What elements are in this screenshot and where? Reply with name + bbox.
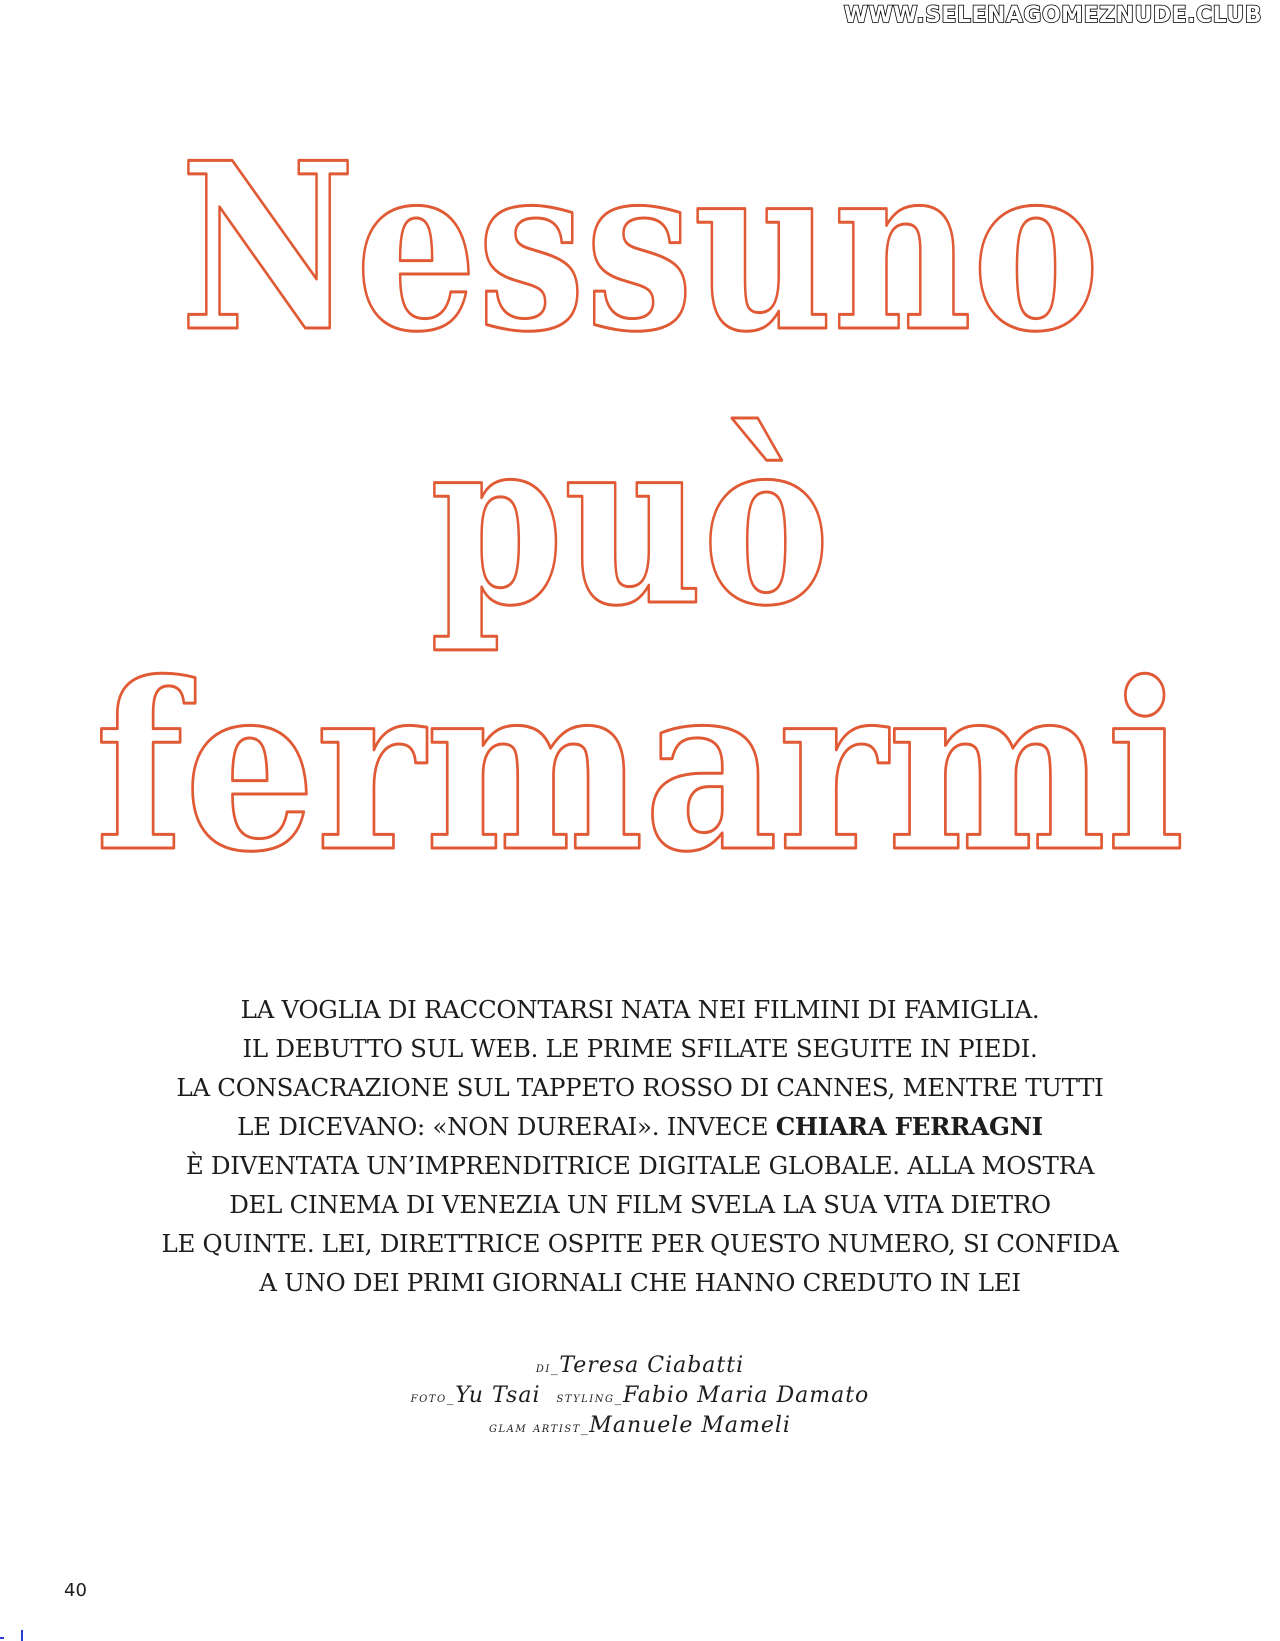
crop-mark <box>0 1637 4 1639</box>
headline <box>0 130 1280 910</box>
credit-name: Teresa Ciabatti <box>559 1353 745 1378</box>
headline-line-3: fermarmi <box>95 633 1185 903</box>
credit-role: foto_ <box>410 1390 456 1406</box>
crop-mark <box>21 1630 23 1641</box>
standfirst-line: LA CONSACRAZIONE SUL TAPPETO ROSSO DI CANNES, MENTRE TUTTI <box>176 1073 1104 1102</box>
standfirst-line: DEL CINEMA DI VENEZIA UN FILM SVELA LA SUA VITA DIETRO <box>229 1190 1051 1219</box>
credit-name: Yu Tsai <box>455 1383 541 1408</box>
credit-name: Manuele Mameli <box>589 1413 791 1438</box>
page-number: 40 <box>64 1580 87 1601</box>
standfirst-line: LA VOGLIA DI RACCONTARSI NATA NEI FILMINI DI FAMIGLIA. <box>240 995 1040 1024</box>
headline-outline-title <box>0 130 1280 910</box>
credit-glam <box>240 1412 1040 1442</box>
credit-name: Fabio Maria Damato <box>622 1383 870 1408</box>
standfirst <box>100 990 1180 1302</box>
credit-role: glam artist_ <box>489 1420 590 1436</box>
standfirst-line: LE QUINTE. LEI, DIRETTRICE OSPITE PER QUESTO NUMERO, SI CONFIDA <box>161 1229 1119 1258</box>
headline-line-2: può <box>430 387 830 657</box>
standfirst-line: È DIVENTATA UN’IMPRENDITRICE DIGITALE GLOBALE. ALLA MOSTRA <box>185 1151 1095 1180</box>
credit-photo-styling <box>240 1382 1040 1412</box>
watermark-text: WWW.SELENAGOMEZNUDE.CLUB <box>843 3 1262 28</box>
standfirst-line: LE DICEVANO: «NON DURERAI». INVECE <box>237 1112 769 1141</box>
standfirst-line-with-name <box>100 1107 1180 1146</box>
credit-author <box>240 1352 1040 1382</box>
subject-name: CHIARA FERRAGNI <box>775 1112 1043 1141</box>
credit-role: di_ <box>535 1360 560 1376</box>
credits <box>240 1352 1040 1442</box>
standfirst-line: IL DEBUTTO SUL WEB. LE PRIME SFILATE SEGUITE IN PIEDI. <box>242 1034 1038 1063</box>
headline-line-1: Nessuno <box>180 130 1100 383</box>
standfirst-line: A UNO DEI PRIMI GIORNALI CHE HANNO CREDUTO IN LEI <box>259 1268 1021 1297</box>
credit-role: styling_ <box>556 1390 623 1406</box>
